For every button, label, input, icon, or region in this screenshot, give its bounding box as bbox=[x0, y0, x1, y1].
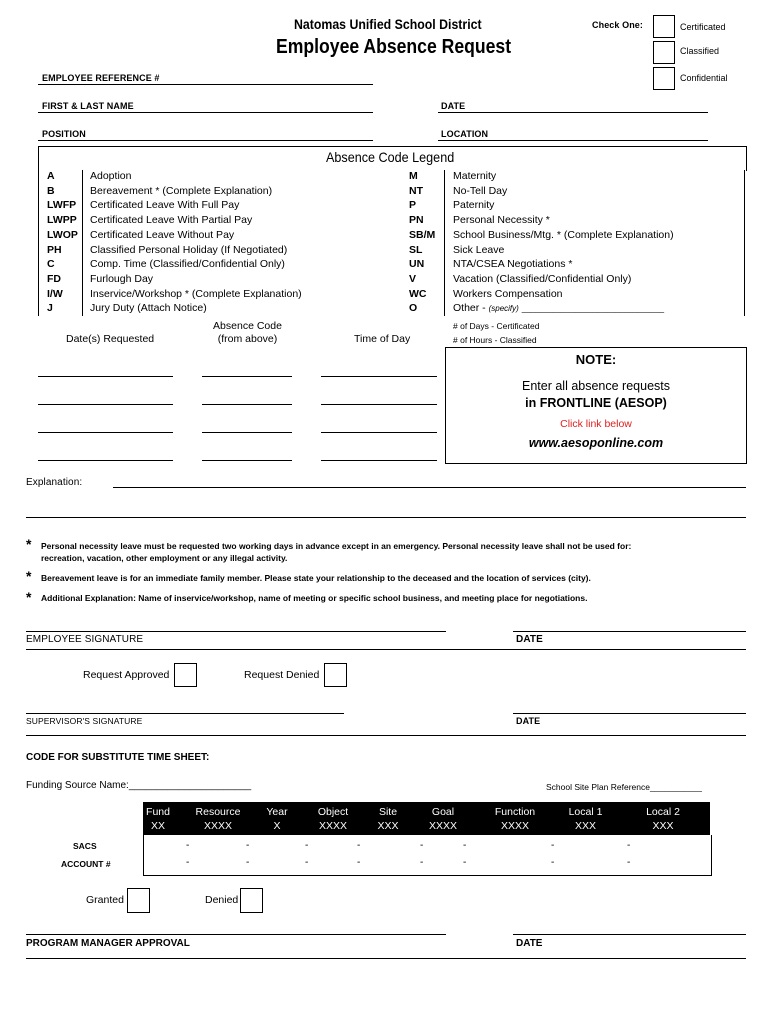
legend-desc: Jury Duty (Attach Notice) bbox=[90, 302, 207, 315]
code-dash: - bbox=[305, 857, 309, 868]
goal-column-name: Goal bbox=[431, 806, 455, 818]
legend-code: SL bbox=[409, 243, 423, 256]
name-label: FIRST & LAST NAME bbox=[42, 101, 134, 111]
legend-desc: No-Tell Day bbox=[453, 184, 508, 197]
year-column-name: Year bbox=[266, 806, 288, 818]
legend-right-descs bbox=[453, 169, 674, 317]
code-dash: - bbox=[357, 857, 361, 868]
note-box bbox=[445, 347, 747, 464]
absence-code-header-line1: Absence Code bbox=[213, 320, 282, 332]
legend-desc: Workers Compensation bbox=[453, 287, 563, 300]
legend-desc: Vacation (Classified/Confidential Only) bbox=[453, 272, 632, 285]
certificated-checkbox[interactable] bbox=[653, 15, 675, 38]
divider bbox=[26, 649, 746, 650]
legend-desc: Certificated Leave With Partial Pay bbox=[90, 214, 253, 227]
goal-column bbox=[423, 805, 463, 833]
code-dash: - bbox=[463, 857, 467, 868]
confidential-checkbox[interactable] bbox=[653, 67, 675, 90]
account-number-label: ACCOUNT # bbox=[61, 859, 111, 869]
request-approved-label: Request Approved bbox=[83, 669, 170, 681]
year-column-code: X bbox=[273, 820, 281, 832]
legend-code: J bbox=[47, 302, 53, 315]
legend-desc: Classified Personal Holiday (If Negotiated) bbox=[90, 243, 288, 256]
site-column-code: XXX bbox=[377, 820, 399, 832]
legend-left-descs bbox=[90, 169, 302, 316]
page-title: Employee Absence Request bbox=[276, 36, 512, 58]
footnote-star-2: * bbox=[26, 568, 32, 584]
legend-title: Absence Code Legend bbox=[326, 149, 455, 165]
legend-code: I/W bbox=[47, 287, 63, 300]
dates-requested-header: Date(s) Requested bbox=[66, 333, 155, 345]
position-field[interactable] bbox=[38, 140, 373, 141]
request-denied-checkbox[interactable] bbox=[324, 663, 347, 687]
employee-signature-label: EMPLOYEE SIGNATURE bbox=[26, 634, 144, 645]
days-certificated-header: # of Days - Certificated bbox=[453, 321, 540, 331]
legend-desc: Certificated Leave Without Pay bbox=[90, 228, 235, 241]
note-line-1: Enter all absence requests bbox=[521, 379, 670, 393]
function-column-name: Function bbox=[494, 806, 536, 818]
supervisor-signature-label: SUPERVISOR'S SIGNATURE bbox=[26, 716, 143, 726]
check-one-label: Check One: bbox=[592, 20, 644, 30]
legend-right-divider bbox=[444, 170, 445, 316]
school-site-plan-label[interactable]: School Site Plan Reference___________ bbox=[546, 782, 702, 792]
date-requested-field-3[interactable] bbox=[38, 432, 173, 433]
sacs-label: SACS bbox=[73, 841, 97, 851]
legend-other-specify: (specify) bbox=[488, 304, 519, 314]
code-dash: - bbox=[246, 857, 250, 868]
position-label: POSITION bbox=[42, 129, 86, 139]
absence-code-field-2[interactable] bbox=[202, 404, 292, 405]
legend-desc: Bereavement * (Complete Explanation) bbox=[90, 184, 273, 197]
legend-desc: Maternity bbox=[453, 170, 497, 182]
date-requested-field-4[interactable] bbox=[38, 460, 173, 461]
local1-column bbox=[558, 805, 613, 833]
legend-code: A bbox=[47, 170, 55, 182]
note-link-prompt: Click link below bbox=[560, 418, 632, 430]
code-dash: - bbox=[186, 857, 190, 868]
code-dash: - bbox=[357, 840, 361, 851]
legend-code: LWFP bbox=[47, 199, 77, 212]
funding-source-label[interactable]: Funding Source Name:______________________ bbox=[26, 780, 252, 791]
absence-code-header bbox=[200, 320, 295, 346]
legend-desc: School Business/Mtg. * (Complete Explanation) bbox=[453, 228, 674, 241]
legend-other-desc: Other - bbox=[453, 302, 489, 315]
legend-desc: Personal Necessity * bbox=[453, 214, 550, 227]
legend-other-row bbox=[453, 301, 674, 317]
legend-code: LWPP bbox=[47, 214, 77, 227]
divider bbox=[26, 958, 746, 959]
classified-checkbox[interactable] bbox=[653, 41, 675, 64]
function-column-code: XXXX bbox=[500, 820, 529, 832]
code-dash: - bbox=[463, 840, 467, 851]
legend-left-divider bbox=[82, 170, 83, 316]
time-of-day-field-2[interactable] bbox=[321, 404, 437, 405]
request-denied-label: Request Denied bbox=[244, 669, 320, 681]
legend-right-border bbox=[744, 170, 745, 316]
legend-code: B bbox=[47, 184, 55, 197]
local2-column-name: Local 2 bbox=[646, 806, 680, 818]
date-label: DATE bbox=[441, 101, 466, 111]
fund-column-name: Fund bbox=[146, 806, 170, 818]
local1-column-name: Local 1 bbox=[568, 806, 603, 818]
supervisor-date-field[interactable] bbox=[513, 713, 746, 714]
program-manager-signature-field[interactable] bbox=[26, 934, 446, 935]
site-column bbox=[373, 805, 403, 833]
employee-signature-field[interactable] bbox=[26, 631, 446, 632]
legend-code: PH bbox=[47, 243, 62, 256]
hours-classified-header: # of Hours - Classified bbox=[453, 335, 537, 345]
legend-desc: NTA/CSEA Negotiations * bbox=[453, 258, 573, 271]
time-of-day-header: Time of Day bbox=[354, 333, 411, 345]
granted-checkbox[interactable] bbox=[127, 888, 150, 913]
denied-checkbox[interactable] bbox=[240, 888, 263, 913]
object-column-name: Object bbox=[317, 806, 349, 818]
code-dash: - bbox=[551, 840, 555, 851]
date-field[interactable] bbox=[438, 112, 708, 113]
resource-column-code: XXXX bbox=[203, 820, 232, 832]
local2-column-code: XXX bbox=[652, 820, 674, 832]
confidential-label: Confidential bbox=[680, 73, 728, 83]
footnote-1b: recreation, vacation, other employment or any illegal activity. bbox=[41, 553, 288, 563]
date-requested-field-2[interactable] bbox=[38, 404, 173, 405]
legend-desc: Paternity bbox=[453, 199, 495, 212]
absence-code-field-3[interactable] bbox=[202, 432, 292, 433]
legend-desc: Adoption bbox=[90, 170, 132, 182]
legend-desc: Comp. Time (Classified/Confidential Only) bbox=[90, 258, 285, 271]
time-of-day-field-1[interactable] bbox=[321, 376, 437, 377]
resource-column bbox=[188, 805, 248, 833]
employee-date-label: DATE bbox=[516, 634, 543, 645]
object-column-code: XXXX bbox=[318, 820, 347, 832]
employee-date-field[interactable] bbox=[513, 631, 746, 632]
location-field[interactable] bbox=[438, 140, 708, 141]
code-dash: - bbox=[246, 840, 250, 851]
legend-code: FD bbox=[47, 272, 61, 285]
footnote-star-1: * bbox=[26, 536, 32, 552]
time-of-day-field-4[interactable] bbox=[321, 460, 437, 461]
local1-column-code: XXX bbox=[574, 820, 596, 832]
code-dash: - bbox=[420, 840, 424, 851]
code-dash: - bbox=[420, 857, 424, 868]
note-line-2: in FRONTLINE (AESOP) bbox=[525, 396, 667, 410]
legend-code: P bbox=[409, 199, 417, 212]
footnote-3: Additional Explanation: Name of inservice/workshop, name of meeting or specific school business, and meeting place for negotiations. bbox=[41, 593, 588, 603]
legend-left-border bbox=[38, 170, 39, 316]
absence-code-field-1[interactable] bbox=[202, 376, 292, 377]
legend-code: C bbox=[47, 258, 55, 271]
footnote-1a: Personal necessity leave must be requested two working days in advance except in an emergency. Personal necessity leave shall not be used for: bbox=[41, 541, 632, 551]
footnote-2: Bereavement leave is for an immediate family member. Please state your relationship to the deceased and the location of services (city). bbox=[41, 573, 591, 583]
legend-desc: Certificated Leave With Full Pay bbox=[90, 199, 240, 212]
legend-code: PN bbox=[409, 214, 424, 227]
year-column bbox=[261, 805, 293, 833]
legend-code: WC bbox=[409, 287, 427, 300]
granted-label: Granted bbox=[86, 894, 124, 906]
district-name: Natomas Unified School District bbox=[294, 16, 482, 32]
legend-code: M bbox=[409, 170, 418, 182]
legend-code: NT bbox=[409, 184, 423, 197]
date-requested-field-1[interactable] bbox=[38, 376, 173, 377]
legend-code: UN bbox=[409, 258, 425, 271]
substitute-title: CODE FOR SUBSTITUTE TIME SHEET: bbox=[26, 752, 210, 763]
denied-label: Denied bbox=[205, 894, 239, 906]
legend-desc: Furlough Day bbox=[90, 272, 154, 285]
legend-code: SB/M bbox=[409, 228, 436, 241]
fund-column-code: XX bbox=[150, 820, 165, 832]
code-dash: - bbox=[551, 857, 555, 868]
absence-code-header-line2: (from above) bbox=[217, 333, 278, 345]
object-column bbox=[311, 805, 355, 833]
function-column bbox=[490, 805, 540, 833]
code-dash: - bbox=[627, 840, 631, 851]
time-of-day-field-3[interactable] bbox=[321, 432, 437, 433]
legend-code: V bbox=[409, 272, 417, 285]
code-dash: - bbox=[186, 840, 190, 851]
legend-code: LWOP bbox=[47, 228, 78, 241]
request-approved-checkbox[interactable] bbox=[174, 663, 197, 687]
legend-right-codes bbox=[409, 169, 435, 316]
program-manager-date-field[interactable] bbox=[513, 934, 746, 935]
legend-desc: Sick Leave bbox=[453, 243, 505, 256]
classified-label: Classified bbox=[680, 46, 720, 56]
fund-column bbox=[143, 805, 173, 833]
absence-code-field-4[interactable] bbox=[202, 460, 292, 461]
certificated-label: Certificated bbox=[680, 22, 726, 32]
explanation-label: Explanation: bbox=[26, 477, 83, 488]
program-manager-date-label: DATE bbox=[516, 938, 543, 949]
employee-reference-field[interactable] bbox=[38, 84, 373, 85]
legend-left-codes bbox=[47, 169, 78, 316]
legend-code: O bbox=[409, 302, 418, 315]
code-dash: - bbox=[305, 840, 309, 851]
program-manager-approval-label: PROGRAM MANAGER APPROVAL bbox=[26, 938, 190, 949]
employee-reference-label: EMPLOYEE REFERENCE # bbox=[42, 73, 160, 83]
resource-column-name: Resource bbox=[195, 806, 241, 818]
legend-other-blank[interactable]: ________________________________ bbox=[521, 304, 665, 314]
supervisor-date-label: DATE bbox=[516, 716, 541, 726]
site-column-name: Site bbox=[378, 806, 398, 818]
account-code-header bbox=[143, 802, 710, 835]
explanation-field-2[interactable] bbox=[26, 517, 746, 518]
explanation-field-1[interactable] bbox=[113, 487, 746, 488]
note-title: NOTE: bbox=[575, 352, 617, 367]
footnote-star-3: * bbox=[26, 589, 32, 605]
code-dash: - bbox=[627, 857, 631, 868]
aesop-link[interactable]: www.aesoponline.com bbox=[528, 436, 664, 450]
divider bbox=[26, 735, 746, 736]
legend-desc: Inservice/Workshop * (Complete Explanation) bbox=[90, 287, 302, 300]
location-label: LOCATION bbox=[441, 129, 489, 139]
name-field[interactable] bbox=[38, 112, 373, 113]
supervisor-signature-field[interactable] bbox=[26, 713, 344, 714]
goal-column-code: XXXX bbox=[428, 820, 457, 832]
local2-column bbox=[638, 805, 688, 833]
